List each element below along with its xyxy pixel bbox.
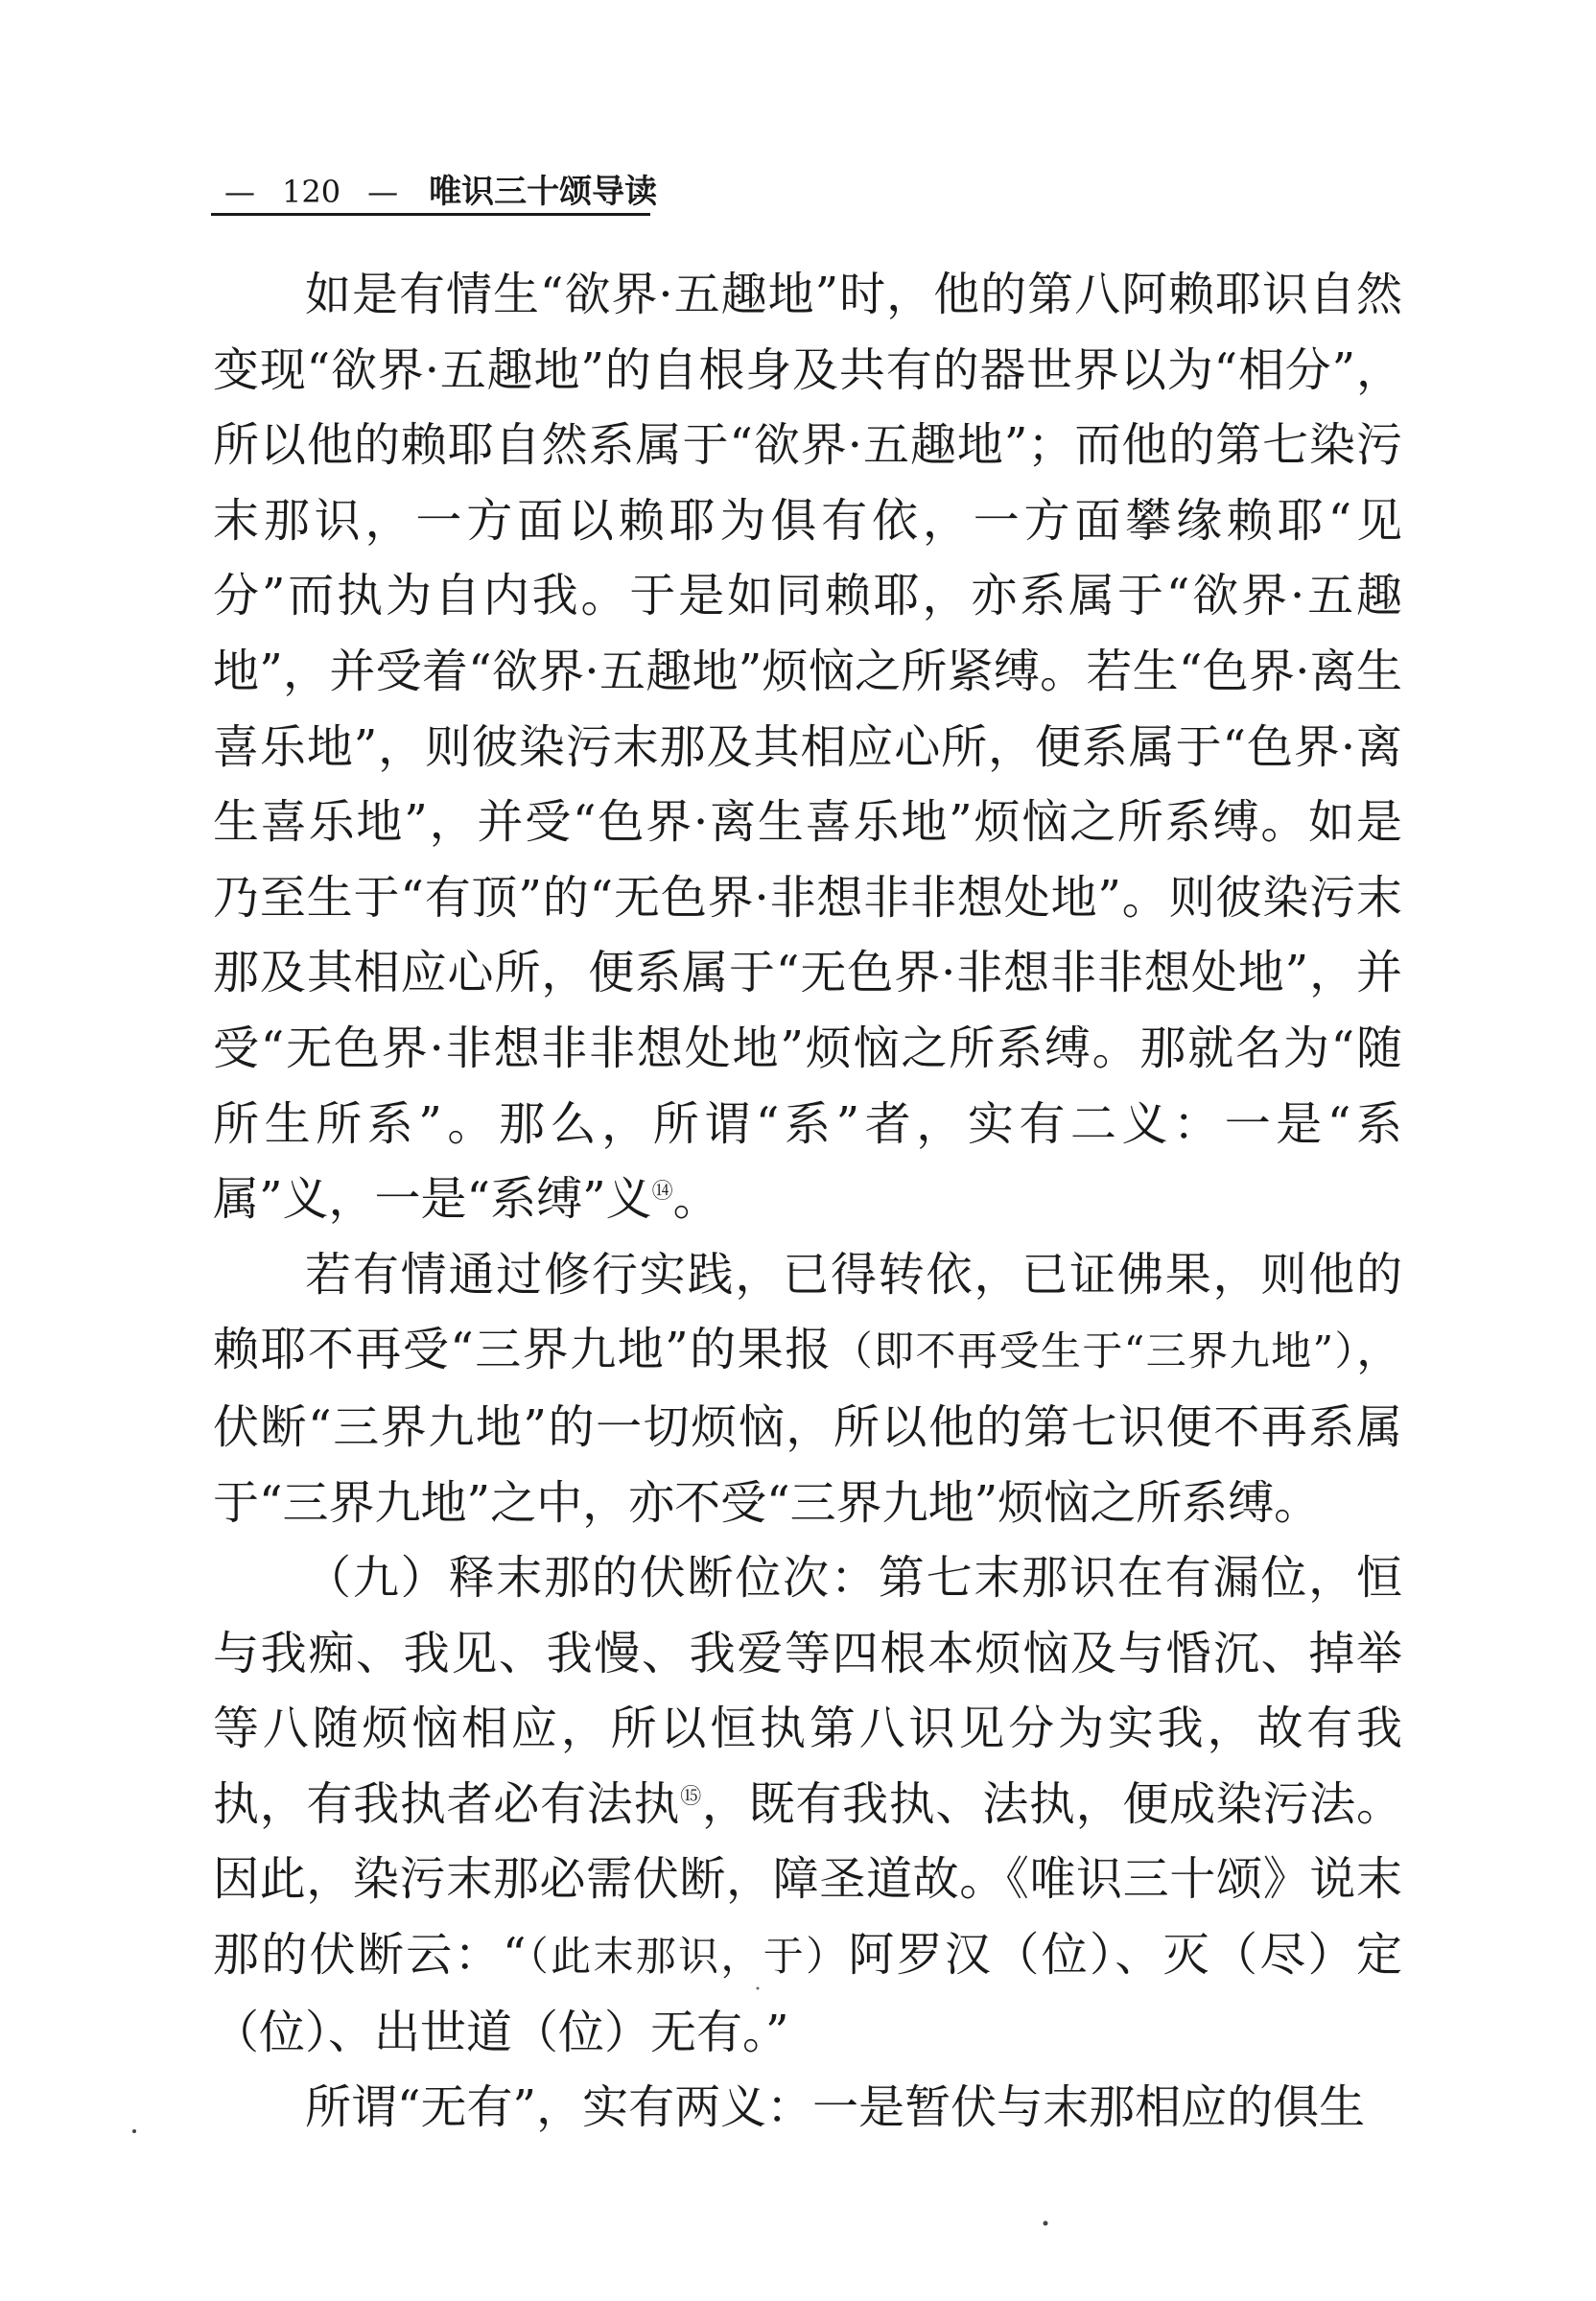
paragraph-transformation (213, 1237, 1402, 1540)
paragraph-tail: 。 (672, 1172, 719, 1227)
paragraph-realm-binding (213, 257, 1402, 1237)
paragraph-meaning-of-none (213, 2070, 1402, 2146)
paragraph-text: 阿罗汉（位）、灭（尽）定（位）、出世道（位）无有。” (213, 1928, 1402, 2059)
paragraph-text: ，既有我执、法执，便成染污法。因此，染污末那必需伏断，障圣道故。《唯识三十颂》说末那的伏断云：“ (213, 1776, 1402, 1983)
page-number: 120 (282, 174, 341, 210)
footnote-marker: ⑭ (651, 1180, 673, 1205)
header-dash-right: — (367, 174, 399, 210)
scan-speck (132, 2129, 136, 2133)
book-title: 唯识三十颂导读 (429, 173, 658, 211)
paragraph-text: 如是有情生“欲界·五趣地”时，他的第八阿赖耶识自然变现“欲界·五趣地”的自根身及共有的器世界以为“相分”，所以他的赖耶自然系属于“欲界·五趣地”；而他的第七染污末那识，一方面以赖耶为俱有依，一方面攀缘赖耶“见分”而执为自内我。于是如同赖耶，亦系属于“欲界·五趣地”，并受着“欲界·五趣地”烦恼之所紧缚。若生“色界·离生喜乐地”，则彼染污末那及其相应心所，便系属于“色界·离生喜乐地”，并受“色界·离生喜乐地”烦恼之所系缚。如是乃至生于“有顶”的“无色界·非想非非想处地”。则彼染污末那及其相应心所，便系属于“无色界·非想非非想处地”，并受“无色界·非想非非想处地”烦恼之所系缚。那就名为“随所生所系”。那么，所谓“系”者，实有二义：一是“系属”义，一是“系缚”义 (213, 268, 1402, 1227)
paragraph-aside: （此末那识，于） (526, 1933, 849, 1981)
paragraph-text: 所谓“无有”，实有两义：一是暂伏与末那相应的俱生 (305, 2080, 1366, 2135)
header-rule (211, 213, 650, 216)
body-text (213, 257, 1402, 2146)
paragraph-text: （九）释末那的伏断位次：第七末那识在有漏位，恒与我痴、我见、我慢、我爱等四根本烦恼及与惛沉、掉举等八随烦恼相应，所以恒执第八识见分为实我，故有我执，有我执者必有法执 (213, 1551, 1402, 1831)
paragraph-text: 若有情通过修行实践，已得转依，已证佛果，则他的赖耶不再受“三界九地”的果报 (213, 1247, 1402, 1377)
running-head (211, 168, 658, 216)
header-dash-left: — (224, 174, 255, 210)
scan-speck (1044, 2221, 1048, 2226)
paragraph-aside: （即不再受生于“三界九地”） (832, 1327, 1356, 1375)
paragraph-text: ，伏断“三界九地”的一切烦恼，所以他的第七识便不再系属于“三界九地”之中，亦不受“三界九地”烦恼之所系缚。 (213, 1323, 1402, 1530)
footnote-marker: ⑮ (680, 1784, 702, 1809)
paragraph-section-nine (213, 1540, 1402, 2070)
